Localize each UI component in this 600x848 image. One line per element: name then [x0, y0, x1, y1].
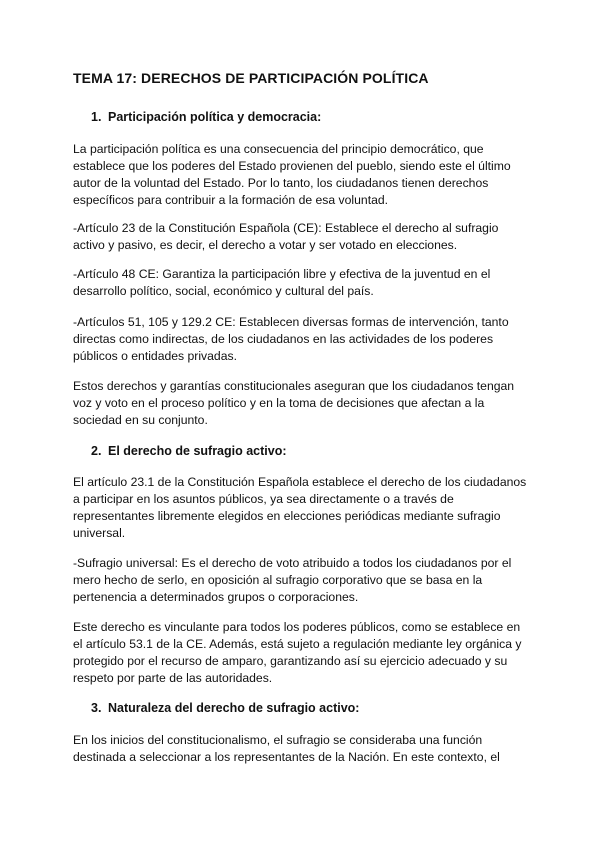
text-line: directas como indirectas, de los ciudadanos en las actividades de los poderes: [73, 332, 494, 346]
text-line: autor de la voluntad del Estado. Por lo tanto, los ciudadanos tienen derechos: [73, 176, 489, 190]
section-heading: [91, 444, 287, 458]
text-line: destinada a seleccionar a los representantes de la Nación. En este contexto, el: [73, 750, 500, 764]
paragraph: [73, 474, 533, 542]
text-line: Este derecho es vinculante para todos los poderes públicos, como se establece en: [73, 620, 521, 634]
section-number: 1.: [91, 110, 102, 124]
section-number: 2.: [91, 444, 102, 458]
text-line: mero hecho de serlo, en oposición al sufragio corporativo que se basa en la: [73, 573, 483, 587]
text-line: activo y pasivo, es decir, el derecho a votar y ser votado en elecciones.: [73, 238, 458, 252]
text-line: En los inicios del constitucionalismo, el sufragio se consideraba una función: [73, 733, 483, 747]
text-line: protegido por el recurso de amparo, garantizando así su ejercicio adecuado y su: [73, 654, 508, 668]
text-line: respeto por parte de las autoridades.: [73, 671, 273, 685]
section-heading-text: El derecho de sufragio activo:: [108, 444, 287, 458]
text-line: específicos para contribuir a la formación de esa voluntad.: [73, 193, 389, 207]
text-line: desarrollo político, social, económico y cultural del país.: [73, 284, 374, 298]
text-line: a participar en los asuntos públicos, ya sea directamente o a través de: [73, 492, 454, 506]
paragraph: [73, 619, 533, 687]
paragraph: [73, 266, 533, 300]
section-heading: [91, 701, 359, 715]
text-line: -Artículo 48 CE: Garantiza la participación libre y efectiva de la juventud en el: [73, 267, 491, 281]
section-heading-text: Naturaleza del derecho de sufragio activo:: [108, 701, 360, 715]
text-line: El artículo 23.1 de la Constitución Española establece el derecho de los ciudadanos: [73, 475, 527, 489]
text-line: -Artículo 23 de la Constitución Española (CE): Establece el derecho al sufragio: [73, 221, 499, 235]
paragraph: [73, 378, 533, 429]
text-line: universal.: [73, 526, 126, 540]
text-line: representantes libremente elegidos en elecciones periódicas mediante sufragio: [73, 509, 501, 523]
paragraph: [73, 555, 533, 606]
text-line: -Sufragio universal: Es el derecho de voto atribuido a todos los ciudadanos por el: [73, 556, 512, 570]
text-line: -Artículos 51, 105 y 129.2 CE: Establecen diversas formas de intervención, tanto: [73, 315, 509, 329]
paragraph: [73, 314, 533, 365]
document-title: TEMA 17: DERECHOS DE PARTICIPACIÓN POLÍTICA: [73, 70, 429, 86]
text-line: voz y voto en el proceso político y en la toma de decisiones que afectan a la: [73, 396, 485, 410]
text-line: sociedad en su conjunto.: [73, 413, 208, 427]
paragraph: [73, 732, 533, 766]
paragraph: [73, 220, 533, 254]
text-line: establece que los poderes del Estado provienen del pueblo, siendo este el último: [73, 159, 511, 173]
text-line: pertenencia a determinados grupos o corporaciones.: [73, 590, 359, 604]
paragraph: [73, 141, 533, 209]
text-line: Estos derechos y garantías constitucionales aseguran que los ciudadanos tengan: [73, 379, 515, 393]
section-heading-text: Participación política y democracia:: [108, 110, 322, 124]
section-heading: [91, 110, 321, 124]
text-line: La participación política es una consecuencia del principio democrático, que: [73, 142, 484, 156]
section-number: 3.: [91, 701, 102, 715]
text-line: el artículo 53.1 de la CE. Además, está sujeto a regulación mediante ley orgánica y: [73, 637, 522, 651]
text-line: públicos o entidades privadas.: [73, 349, 237, 363]
